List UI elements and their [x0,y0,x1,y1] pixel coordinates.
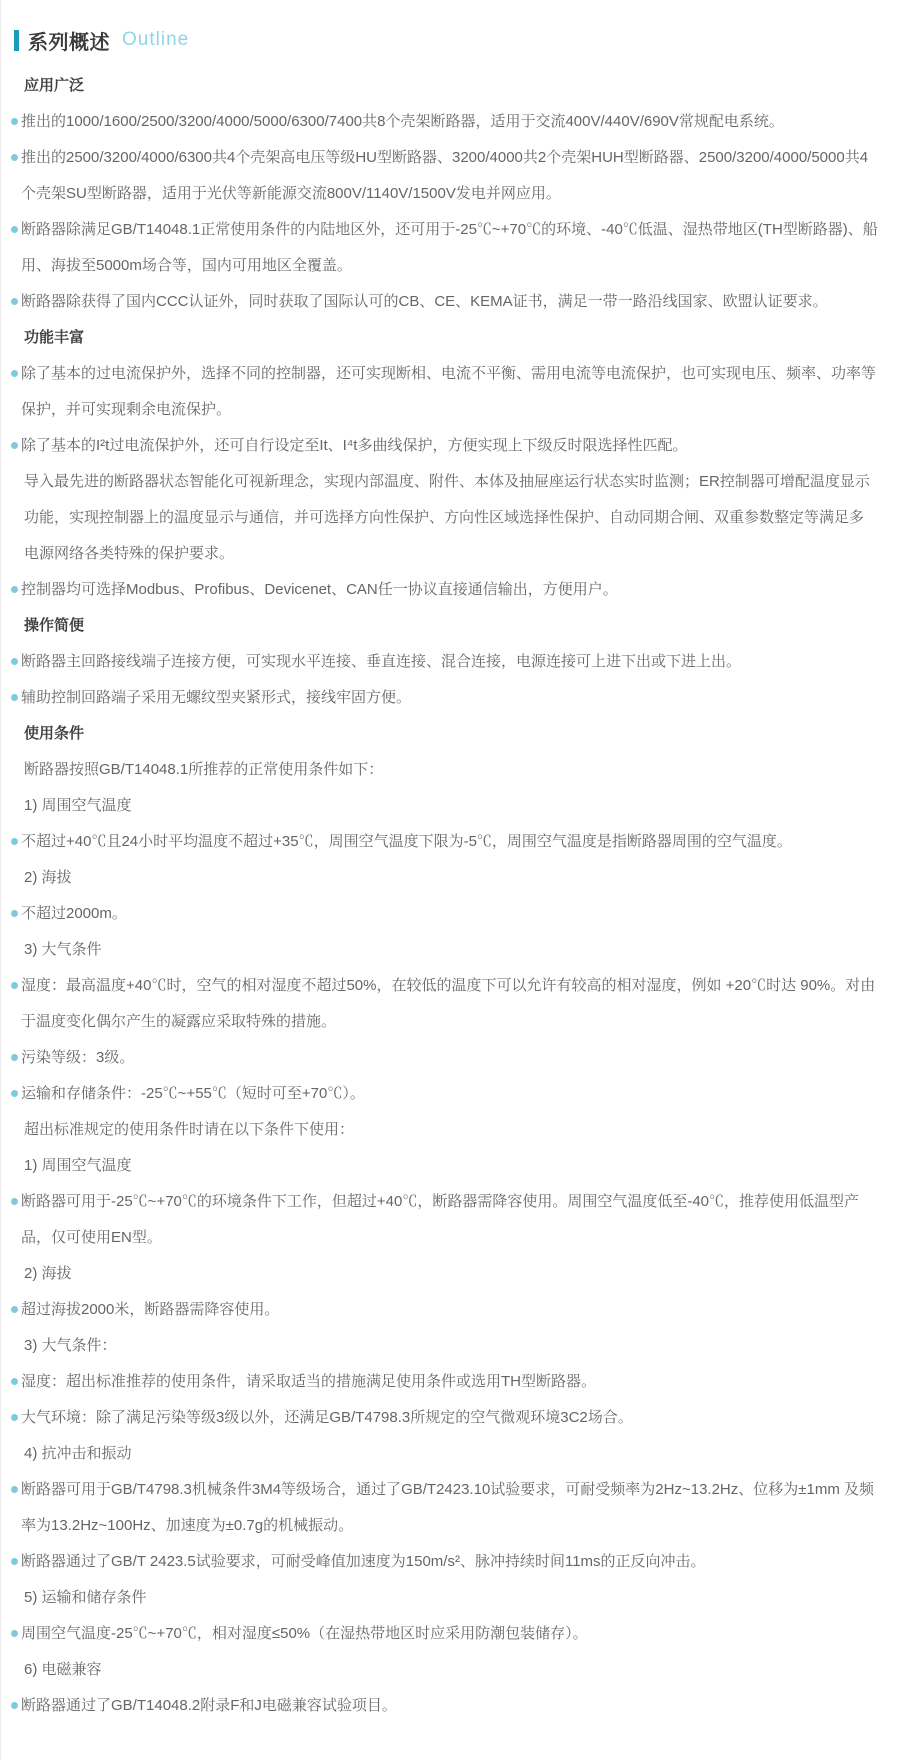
text-line [11,1580,878,1616]
item-text: 污染等级：3级。 [21,1049,135,1066]
item-text: 断路器除获得了国内CCC认证外，同时获取了国际认可的CB、CE、KEMA证书，满足一带一路沿线国家、欧盟认证要求。 [21,293,828,310]
bullet-item [11,1040,878,1076]
section-heading [11,716,878,752]
bullet-item [11,284,878,320]
bullet-item [11,1616,878,1652]
item-text: 3) 大气条件： [24,1337,117,1354]
bullet-dot-icon [11,1630,18,1637]
bullet-item [11,1076,878,1112]
bullet-item [11,1364,878,1400]
item-text: 大气环境：除了满足污染等级3级以外，还满足GB/T4798.3所规定的空气微观环境3C2场合。 [21,1409,633,1426]
bullet-dot-icon [11,838,18,845]
bullet-item [11,1472,878,1544]
bullet-dot-icon [11,1486,18,1493]
bullet-dot-icon [11,442,18,449]
item-text: 断路器除满足GB/T14048.1正常使用条件的内陆地区外，还可用于-25℃~+70℃的环境、-40℃低温、湿热带地区(TH型断路器)、船用、海拔至5000m场合等，国内可用地区全覆盖。 [21,221,878,274]
item-text: 超出标准规定的使用条件时请在以下条件下使用： [24,1121,355,1138]
item-text: 应用广泛 [24,77,85,94]
bullet-dot-icon [11,118,18,125]
item-text: 断路器按照GB/T14048.1所推荐的正常使用条件如下： [24,761,384,778]
item-text: 功能丰富 [24,329,85,346]
bullet-dot-icon [11,298,18,305]
text-line [11,1256,878,1292]
item-text: 断路器主回路接线端子连接方便，可实现水平连接、垂直连接、混合连接，电源连接可上进下出或下进上出。 [21,653,742,670]
bullet-dot-icon [11,1378,18,1385]
item-text: 使用条件 [24,725,85,742]
bullet-dot-icon [11,1090,18,1097]
bullet-item [11,680,878,716]
bullet-item [11,1400,878,1436]
item-text: 1) 周围空气温度 [24,1157,132,1174]
bullet-dot-icon [11,910,18,917]
page-title [11,26,878,54]
bullet-dot-icon [11,1702,18,1709]
text-line [11,1148,878,1184]
bullet-item [11,212,878,284]
item-text: 操作简便 [24,617,85,634]
bullet-dot-icon [11,226,18,233]
bullet-dot-icon [11,154,18,161]
bullet-item [11,824,878,860]
item-text: 3) 大气条件 [24,941,102,958]
item-text: 湿度：超出标准推荐的使用条件，请采取适当的措施满足使用条件或选用TH型断路器。 [21,1373,596,1390]
bullet-dot-icon [11,586,18,593]
text-line [11,932,878,968]
section-heading [11,608,878,644]
item-text: 导入最先进的断路器状态智能化可视新理念，实现内部温度、附件、本体及抽屉座运行状态实时监测；ER控制器可增配温度显示功能，实现控制器上的温度显示与通信，并可选择方向性保护、方向性区域选择性保护、自动同期合闸、双重参数整定等满足多电源网络各类特殊的保护要求。 [24,473,870,562]
item-text: 湿度：最高温度+40℃时，空气的相对湿度不超过50%，在较低的温度下可以允许有较高的相对湿度，例如 +20℃时达 90%。对由于温度变化偶尔产生的凝露应采取特殊的措施。 [21,977,876,1030]
text-line [11,1328,878,1364]
item-text: 超过海拔2000米，断路器需降容使用。 [21,1301,280,1318]
item-text: 除了基本的I²t过电流保护外，还可自行设定至It、I⁴t多曲线保护，方便实现上下级反时限选择性匹配。 [21,437,688,454]
bullet-dot-icon [11,982,18,989]
item-text: 断路器可用于GB/T4798.3机械条件3M4等级场合，通过了GB/T2423.10试验要求，可耐受频率为2Hz~13.2Hz、位移为±1mm 及频率为13.2Hz~100Hz、加速度为±0.7g的机械振动。 [21,1481,874,1534]
text-line [11,1436,878,1472]
item-text: 运输和存储条件：-25℃~+55℃（短时可至+70℃）。 [21,1085,365,1102]
text-line [11,788,878,824]
bullet-dot-icon [11,1306,18,1313]
text-line [11,1112,878,1148]
bullet-item [11,1688,878,1724]
bullet-item [11,140,878,212]
bullet-dot-icon [11,1054,18,1061]
item-text: 推出的1000/1600/2500/3200/4000/5000/6300/7400共8个壳架断路器，适用于交流400V/440V/690V常规配电系统。 [21,113,784,130]
item-text: 1) 周围空气温度 [24,797,132,814]
bullet-item [11,968,878,1040]
page-title-en: Outline [122,29,190,50]
item-text: 4) 抗冲击和振动 [24,1445,132,1462]
section-heading [11,320,878,356]
title-accent-bar-icon [14,30,19,51]
item-text: 断路器通过了GB/T 2423.5试验要求，可耐受峰值加速度为150m/s²、脉冲持续时间11ms的正反向冲击。 [21,1553,706,1570]
bullet-item [11,428,878,464]
item-text: 6) 电磁兼容 [24,1661,102,1678]
item-text: 控制器均可选择Modbus、Profibus、Devicenet、CAN任一协议直接通信输出，方便用户。 [21,581,618,598]
bullet-dot-icon [11,658,18,665]
item-text: 不超过+40℃且24小时平均温度不超过+35℃，周围空气温度下限为-5℃，周围空气温度是指断路器周围的空气温度。 [21,833,792,850]
item-text: 2) 海拔 [24,869,72,886]
item-text: 不超过2000m。 [21,905,127,922]
item-text: 5) 运输和储存条件 [24,1589,147,1606]
bullet-dot-icon [11,1198,18,1205]
bullet-dot-icon [11,370,18,377]
item-text: 辅助控制回路端子采用无螺纹型夹紧形式，接线牢固方便。 [21,689,412,706]
bullet-item [11,104,878,140]
bullet-item [11,356,878,428]
bullet-item [11,1184,878,1256]
item-text: 推出的2500/3200/4000/6300共4个壳架高电压等级HU型断路器、3200/4000共2个壳架HUH型断路器、2500/3200/4000/5000共4个壳架SU型断路器，适用于光伏等新能源交流800V/1140V/1500V发电并网应用。 [21,149,869,202]
bullet-dot-icon [11,694,18,701]
text-line [11,860,878,896]
item-text: 周围空气温度-25℃~+70℃，相对湿度≤50%（在湿热带地区时应采用防潮包装储存）。 [21,1625,588,1642]
item-text: 2) 海拔 [24,1265,72,1282]
bullet-item [11,896,878,932]
item-text: 断路器通过了GB/T14048.2附录F和J电磁兼容试验项目。 [21,1697,397,1714]
text-line [11,464,878,572]
text-line [11,752,878,788]
bullet-item [11,644,878,680]
bullet-item [11,1292,878,1328]
item-text: 断路器可用于-25℃~+70℃的环境条件下工作，但超过+40℃，断路器需降容使用。周围空气温度低至-40℃，推荐使用低温型产品，仅可使用EN型。 [21,1193,860,1246]
section-heading [11,68,878,104]
bullet-item [11,572,878,608]
page-title-cn: 系列概述 [28,31,110,54]
bullet-dot-icon [11,1558,18,1565]
content-list [11,68,878,1724]
item-text: 除了基本的过电流保护外，选择不同的控制器，还可实现断相、电流不平衡、需用电流等电流保护，也可实现电压、频率、功率等保护，并可实现剩余电流保护。 [21,365,877,418]
bullet-dot-icon [11,1414,18,1421]
text-line [11,1652,878,1688]
bullet-item [11,1544,878,1580]
